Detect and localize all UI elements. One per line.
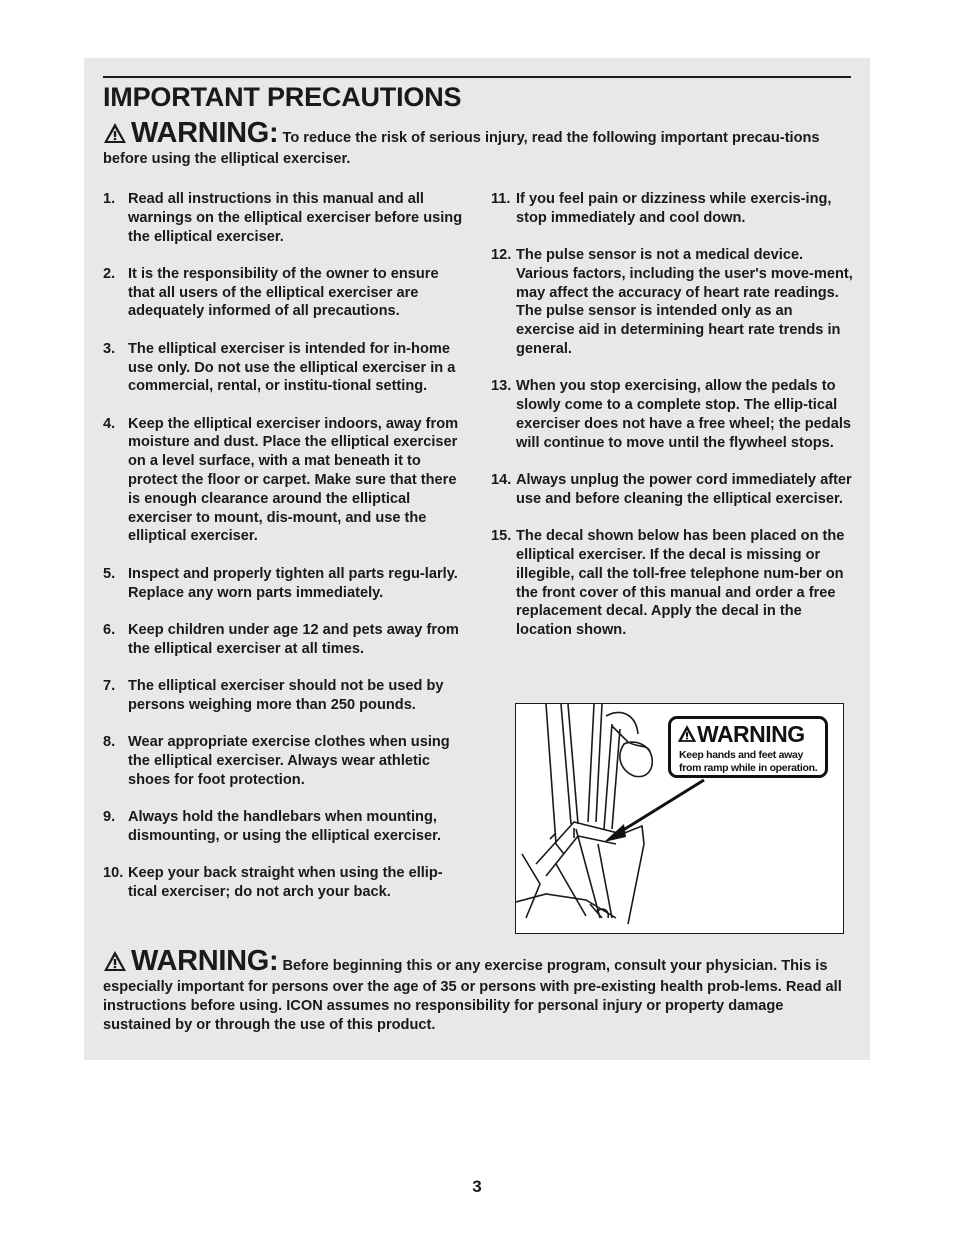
list-item: 2. It is the responsibility of the owner to ensure that all users of the elliptical exerciser are adequately informed of all precautions. [103,265,439,320]
list-item: 3. The elliptical exerciser is intended for in-home use only. Do not use the elliptical exerciser in a commercial, rental, or institu-tional setting. [103,340,456,395]
warning-bottom [103,945,853,1035]
warning-top [103,117,853,169]
list-item: 9. Always hold the handlebars when mounting, dismounting, or using the elliptical exerciser. [103,808,442,844]
page-number: 3 [472,1177,482,1196]
decal-text-line-1: Keep hands and feet away [679,749,804,761]
title-rule [103,76,851,78]
warning-triangle-icon [677,724,697,743]
warning-top-text: To reduce the risk of serious injury, read the following important precau-tions before using the elliptical exerciser. [103,130,820,167]
list-item: 13. When you stop exercising, allow the pedals to slowly come to a complete stop. The ellip-tical exerciser does not have a free wheel; the pedals will continue to move until the flywheel stops. [491,378,851,451]
list-item: 7. The elliptical exerciser should not be used by persons weighing more than 250 pounds. [103,677,444,713]
list-item: 11. If you feel pain or dizziness while exercis-ing, stop immediately and cool down. [491,191,832,226]
precautions-left-column [103,190,468,920]
warning-label: WARNING: [131,117,279,149]
list-item: 6. Keep children under age 12 and pets away from the elliptical exerciser at all times. [103,621,459,657]
list-item: 12. The pulse sensor is not a medical device. Various factors, including the user's move-ment, may affect the accuracy of heart rate readings. The pulse sensor is intended only as an exercise aid in determining heart rate trends in general. [491,247,853,358]
list-item: 10. Keep your back straight when using the ellip-tical exerciser; do not arch your back. [103,865,443,900]
warning-bottom-text: Before beginning this or any exercise program, consult your physician. This is especially important for persons over the age of 35 or persons with pre-existing health prob-lems. Read all instructions before using. ICON assumes no responsibility for personal injury or property damage sustained by or through the use of this product. [103,958,842,1033]
warning-triangle-icon [103,950,127,978]
warning-decal [668,716,828,778]
decal-location-illustration [515,703,844,934]
list-item: 8. Wear appropriate exercise clothes when using the elliptical exerciser. Always wear athletic shoes for foot protection. [103,734,450,788]
list-item: 1. Read all instructions in this manual and all warnings on the elliptical exerciser before using the elliptical exerciser. [103,191,463,245]
decal-heading: WARNING [677,721,805,748]
decal-text-line-2: from ramp while in operation. [679,762,818,774]
list-item: 5. Inspect and properly tighten all parts regu-larly. Replace any worn parts immediately. [103,565,458,601]
list-item: 4. Keep the elliptical exerciser indoors, away from moisture and dust. Place the elliptical exerciser on a level surface, with a mat beneath it to protect the floor or carpet. Make sure that there is enough clearance around the elliptical exerciser to mount, dis-mount, and use the elliptical exerciser. [103,415,459,545]
warning-label: WARNING: [131,945,279,977]
warning-triangle-icon [103,122,127,150]
precautions-right-column [491,190,853,658]
page-title: IMPORTANT PRECAUTIONS [103,82,462,112]
list-item: 14. Always unplug the power cord immediately after use and before cleaning the elliptical exerciser. [491,472,852,507]
list-item: 15. The decal shown below has been placed on the elliptical exerciser. If the decal is missing or illegible, call the toll-free telephone num-ber on the front cover of this manual and order a free replacement decal. Apply the decal in the location shown. [491,528,845,639]
